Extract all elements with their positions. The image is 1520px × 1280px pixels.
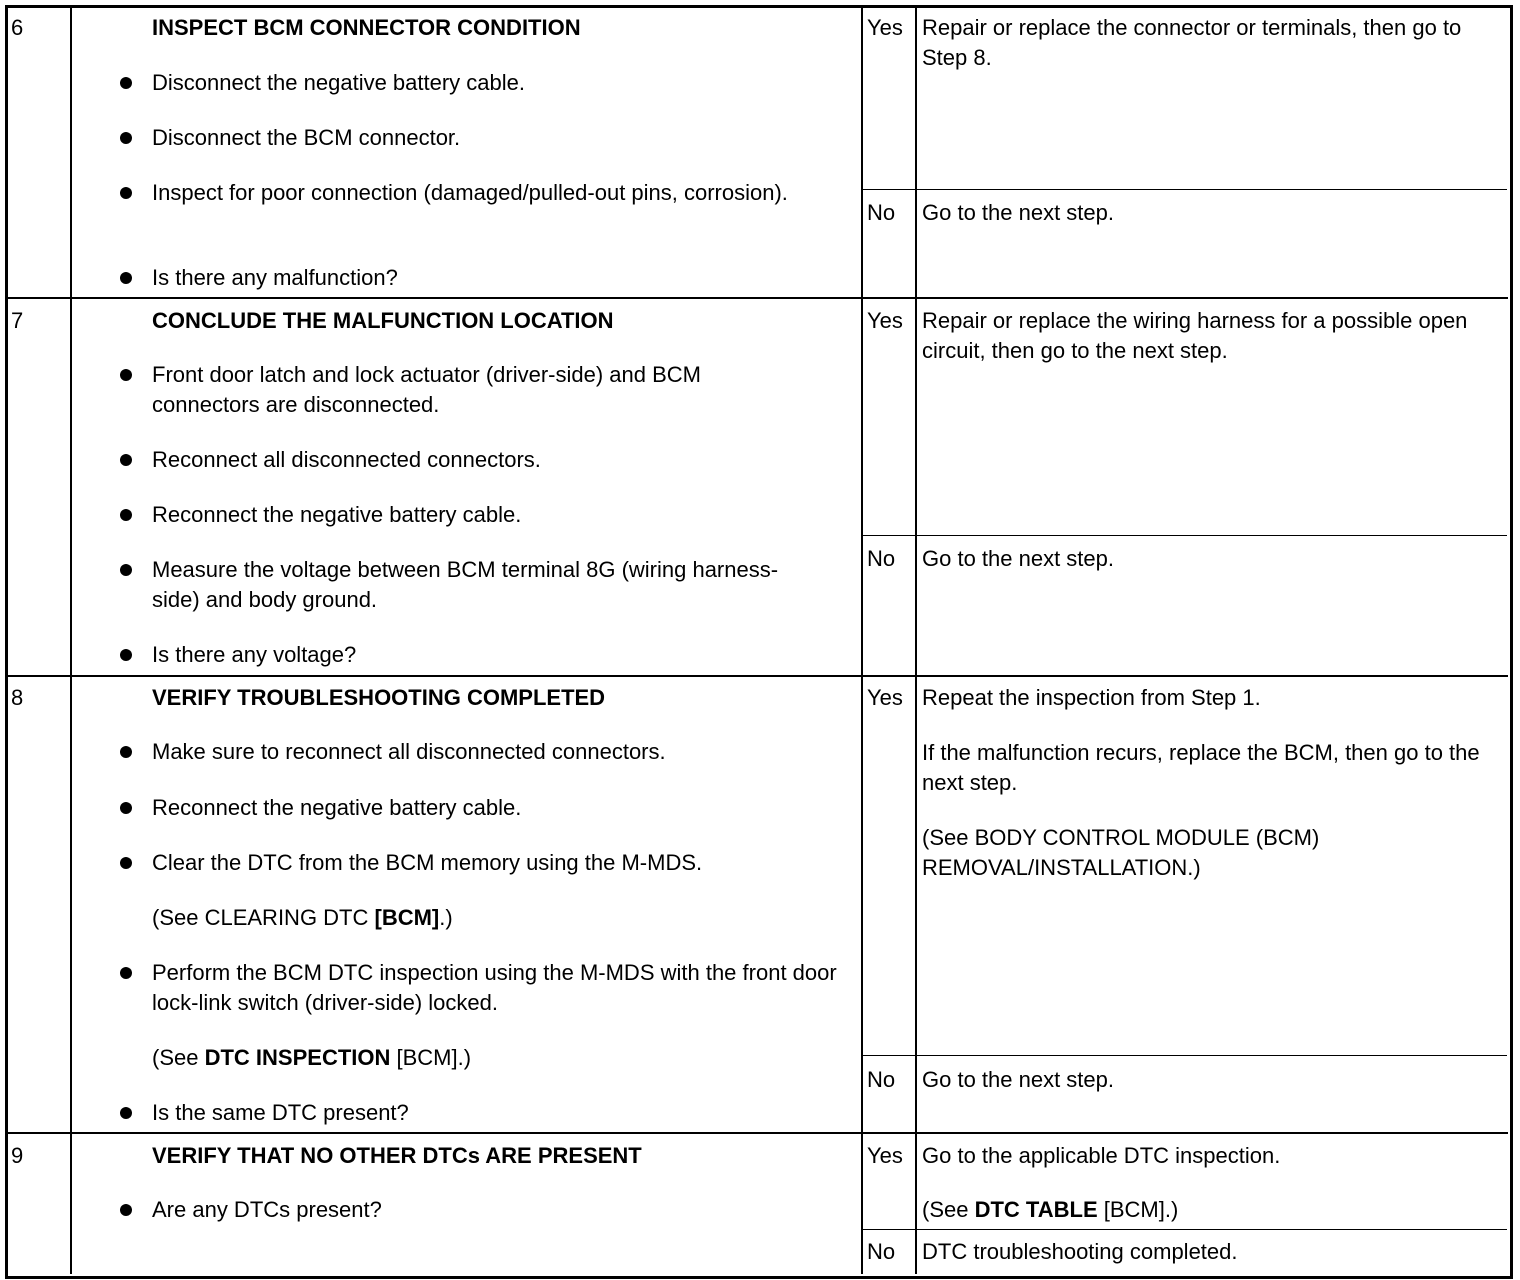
step-number: 8 xyxy=(11,685,24,710)
yes-action: Repeat the inspection from Step 1. xyxy=(922,685,1261,710)
bullet-icon xyxy=(120,77,132,89)
yes-action: Go to the applicable DTC inspection. xyxy=(922,1143,1281,1168)
bullet-icon xyxy=(120,187,132,199)
yes-action: If the malfunction recurs, replace the BCM, then go to the next step. xyxy=(922,740,1480,795)
step-item: Disconnect the BCM connector. xyxy=(152,125,461,150)
step-title: INSPECT BCM CONNECTOR CONDITION xyxy=(152,15,581,40)
step-title: VERIFY TROUBLESHOOTING COMPLETED xyxy=(152,685,606,710)
bullet-icon xyxy=(120,564,132,576)
step-item: Inspect for poor connection (damaged/pulled-out pins, corrosion). xyxy=(152,180,788,205)
bullet-icon xyxy=(120,857,132,869)
bullet-icon xyxy=(120,1107,132,1119)
bullet-icon xyxy=(120,509,132,521)
bullet-icon xyxy=(120,802,132,814)
col-divider-action xyxy=(861,6,863,1274)
reference-link-text: DTC INSPECTION xyxy=(204,1045,391,1070)
reference-text: .) xyxy=(439,905,453,930)
yes-action: Repair or replace the wiring harness for a possible open circuit, then go to the next step. xyxy=(922,308,1468,363)
step-number: 6 xyxy=(11,15,24,40)
reference-link-text: [BCM] xyxy=(374,905,440,930)
yes-label: Yes xyxy=(867,685,903,710)
row-divider-7-8 xyxy=(6,675,1508,677)
step-item: Disconnect the negative battery cable. xyxy=(152,70,526,95)
no-action: Go to the next step. xyxy=(922,200,1115,225)
yes-label: Yes xyxy=(867,1143,903,1168)
step-title: CONCLUDE THE MALFUNCTION LOCATION xyxy=(152,308,614,333)
step-item: Reconnect the negative battery cable. xyxy=(152,795,522,820)
no-action: Go to the next step. xyxy=(922,546,1115,571)
no-label: No xyxy=(867,1067,896,1092)
reference-text: (See CLEARING DTC xyxy=(152,905,375,930)
reference-text: (See xyxy=(152,1045,205,1070)
step-item: Perform the BCM DTC inspection using the M-MDS with the front door lock-link switch (driver-side) locked. xyxy=(152,960,837,1015)
yes-label: Yes xyxy=(867,308,903,333)
col-divider-result xyxy=(915,6,917,1274)
bullet-icon xyxy=(120,967,132,979)
step-title: VERIFY THAT NO OTHER DTCs ARE PRESENT xyxy=(152,1143,642,1168)
step-item: Measure the voltage between BCM terminal 8G (wiring harness-side) and body ground. xyxy=(152,557,779,612)
no-label: No xyxy=(867,1239,896,1264)
step-number: 7 xyxy=(11,308,24,333)
step-item: Is the same DTC present? xyxy=(152,1100,409,1125)
yes-no-divider-9 xyxy=(861,1229,1507,1230)
step-item: Reconnect all disconnected connectors. xyxy=(152,447,541,472)
bullet-icon xyxy=(120,454,132,466)
no-label: No xyxy=(867,546,896,571)
step-item: Reconnect the negative battery cable. xyxy=(152,502,522,527)
step-item: Make sure to reconnect all disconnected connectors. xyxy=(152,739,666,764)
bullet-icon xyxy=(120,649,132,661)
bullet-icon xyxy=(120,132,132,144)
no-action: Go to the next step. xyxy=(922,1067,1115,1092)
reference-dtc-table xyxy=(922,1195,1178,1225)
yes-no-divider-7 xyxy=(861,535,1507,536)
bullet-icon xyxy=(120,272,132,284)
step-item: Are any DTCs present? xyxy=(152,1197,382,1222)
step-item: Is there any malfunction? xyxy=(152,265,398,290)
row-divider-6-7 xyxy=(6,297,1508,299)
col-divider-number xyxy=(70,6,72,1274)
no-action: DTC troubleshooting completed. xyxy=(922,1239,1238,1264)
step-item: Is there any voltage? xyxy=(152,642,357,667)
bullet-icon xyxy=(120,746,132,758)
yes-action-reference: (See BODY CONTROL MODULE (BCM) REMOVAL/INSTALLATION.) xyxy=(922,825,1320,880)
reference-text: [BCM].) xyxy=(390,1045,472,1070)
step-item: Clear the DTC from the BCM memory using the M-MDS. xyxy=(152,850,703,875)
reference-dtc-inspection xyxy=(152,1043,471,1073)
yes-no-divider-6 xyxy=(861,189,1507,190)
reference-link-text: DTC TABLE xyxy=(974,1197,1098,1222)
reference-text: [BCM].) xyxy=(1097,1197,1179,1222)
yes-no-divider-8 xyxy=(861,1055,1507,1056)
yes-action: Repair or replace the connector or terminals, then go to Step 8. xyxy=(922,15,1462,70)
yes-label: Yes xyxy=(867,15,903,40)
reference-clearing-dtc xyxy=(152,903,453,933)
row-divider-8-9 xyxy=(6,1132,1508,1134)
step-item: Front door latch and lock actuator (driver-side) and BCM connectors are disconnected. xyxy=(152,362,702,417)
bullet-icon xyxy=(120,369,132,381)
bullet-icon xyxy=(120,1204,132,1216)
step-number: 9 xyxy=(11,1143,24,1168)
reference-text: (See xyxy=(922,1197,975,1222)
no-label: No xyxy=(867,200,896,225)
